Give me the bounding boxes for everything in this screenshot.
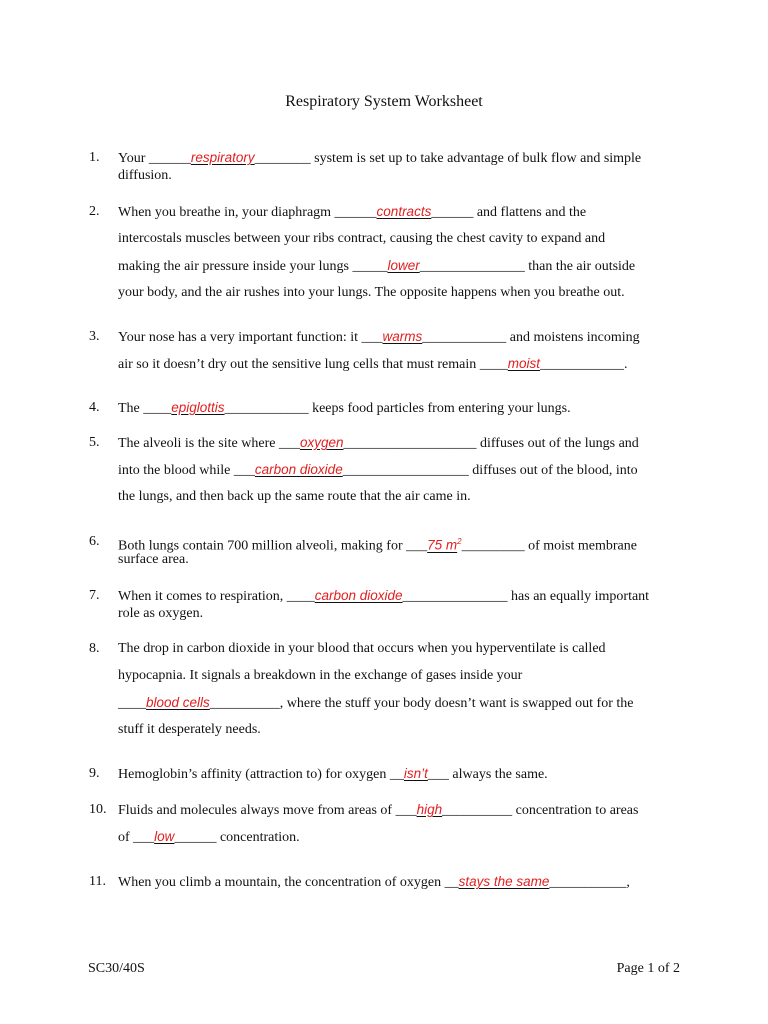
answer-blank: ___	[406, 538, 428, 554]
question-line	[118, 765, 548, 784]
prompt-text: of moist membrane	[524, 538, 637, 554]
filled-answer[interactable]: respiratory	[190, 150, 255, 165]
question-line: diffusion.	[118, 168, 172, 183]
filled-answer[interactable]: warms	[382, 329, 423, 344]
answer-blank: ____________	[422, 330, 507, 345]
prompt-text: The	[118, 401, 144, 416]
question-line	[118, 694, 634, 713]
answer-blank: _______________	[402, 589, 508, 604]
filled-answer[interactable]: oxygen	[299, 435, 344, 450]
answer-blank: __________	[209, 696, 280, 711]
answer-blank: ____	[118, 696, 146, 711]
question-line	[118, 828, 300, 847]
answer-blank: ________	[254, 151, 311, 166]
filled-answer[interactable]: epiglottis	[171, 400, 225, 415]
prompt-text: The alveoli is the site where	[118, 436, 279, 451]
answer-blank: _______________	[419, 259, 525, 274]
question-number: 8.	[89, 641, 100, 656]
question-line: your body, and the air rushes into your lungs. The opposite happens when you breathe out.	[118, 285, 625, 300]
prompt-text: Your nose has a very important function: it	[118, 330, 362, 345]
filled-answer[interactable]: 75 m	[427, 537, 458, 553]
filled-answer[interactable]: lower	[387, 258, 420, 273]
filled-answer[interactable]: carbon dioxide	[254, 462, 343, 477]
answer-blank: ___	[427, 767, 449, 782]
prompt-text: Both lungs contain 700 million alveoli, making for	[118, 538, 407, 554]
answer-blank: ___	[361, 330, 383, 345]
question-line	[118, 328, 640, 347]
prompt-text: diffuses out of the lungs and	[476, 436, 639, 451]
filled-answer[interactable]: carbon dioxide	[314, 588, 403, 603]
prompt-text: Fluids and molecules always move from areas of	[118, 803, 396, 818]
answer-blank: __________________	[342, 463, 469, 478]
answer-blank: ____	[286, 589, 315, 604]
prompt-text: keeps food particles from entering your lungs.	[308, 401, 571, 416]
answer-blank: ____________	[224, 401, 309, 416]
answer-blank: ___________________	[343, 436, 477, 451]
answer-blank: _________	[461, 538, 525, 554]
question-line: the lungs, and then back up the same route that the air came in.	[118, 489, 471, 504]
prompt-text: Hemoglobin’s affinity (attraction to) for oxygen	[118, 767, 390, 782]
question-number: 1.	[89, 150, 100, 165]
prompt-text: air so it doesn’t dry out the sensitive lung cells that must remain	[118, 357, 480, 372]
prompt-text: of	[118, 830, 134, 845]
answer-blank: __________	[442, 803, 513, 818]
prompt-text: , where the stuff your body doesn’t want is swapped out for the	[279, 696, 634, 711]
question-line: hypocapnia. It signals a breakdown in the exchange of gases inside your	[118, 668, 523, 683]
question-line	[118, 399, 571, 418]
prompt-text: concentration.	[216, 830, 300, 845]
answer-blank: ___	[278, 436, 300, 451]
question-number: 11.	[89, 874, 106, 889]
answer-blank: ___	[233, 463, 255, 478]
question-line	[118, 461, 638, 480]
answer-blank: ____	[143, 401, 172, 416]
prompt-text: diffuses out of the blood, into	[468, 463, 638, 478]
answer-blank: ___________	[549, 875, 627, 890]
prompt-text: always the same.	[448, 767, 548, 782]
filled-answer[interactable]: contracts	[376, 204, 432, 219]
page-number: Page 1 of 2	[616, 961, 680, 976]
prompt-text: making the air pressure inside your lungs	[118, 259, 353, 274]
prompt-text: and moistens incoming	[506, 330, 640, 345]
answer-blank: ___	[133, 830, 155, 845]
question-number: 10.	[89, 802, 107, 817]
question-number: 7.	[89, 588, 100, 603]
prompt-text: When you breathe in, your diaphragm	[118, 205, 335, 220]
prompt-text: When it comes to respiration,	[118, 589, 287, 604]
prompt-text: than the air outside	[524, 259, 636, 274]
answer-blank: ______	[334, 205, 377, 220]
answer-blank: ______	[174, 830, 217, 845]
prompt-text: When you climb a mountain, the concentration of oxygen	[118, 875, 445, 890]
filled-answer[interactable]: low	[154, 829, 175, 844]
answer-blank: __	[444, 875, 459, 890]
question-number: 2.	[89, 204, 100, 219]
prompt-text: concentration to areas	[512, 803, 639, 818]
question-line	[118, 801, 638, 820]
answer-blank: ______	[431, 205, 474, 220]
question-line: stuff it desperately needs.	[118, 722, 261, 737]
question-line	[118, 873, 630, 892]
answer-blank: ____	[479, 357, 508, 372]
prompt-text: .	[624, 357, 628, 372]
filled-answer[interactable]: moist	[507, 356, 541, 371]
question-number: 5.	[89, 435, 100, 450]
question-number: 9.	[89, 766, 100, 781]
question-line	[118, 587, 649, 606]
answer-blank: ___	[395, 803, 417, 818]
answer-blank: ____________	[540, 357, 625, 372]
filled-answer[interactable]: high	[416, 802, 443, 817]
question-line: role as oxygen.	[118, 606, 204, 621]
page-title: Respiratory System Worksheet	[285, 93, 483, 110]
question-number: 4.	[89, 400, 100, 415]
question-line: The drop in carbon dioxide in your blood that occurs when you hyperventilate is called	[118, 641, 606, 656]
prompt-text: into the blood while	[118, 463, 234, 478]
question-number: 6.	[89, 534, 100, 549]
question-line	[118, 203, 586, 222]
filled-answer[interactable]: blood cells	[146, 695, 210, 710]
question-line	[118, 533, 637, 556]
filled-answer[interactable]: stays the same	[458, 874, 550, 889]
prompt-text: Your	[118, 151, 149, 166]
question-line	[118, 149, 641, 168]
question-line: surface area.	[118, 552, 189, 567]
answer-blank: __	[389, 767, 404, 782]
prompt-text: ,	[626, 875, 630, 890]
filled-answer[interactable]: isn’t	[403, 766, 428, 781]
answer-blank: _____	[352, 259, 388, 274]
question-line	[118, 257, 635, 276]
prompt-text: and flattens and the	[473, 205, 587, 220]
question-line	[118, 434, 639, 453]
answer-blank: ______	[148, 151, 191, 166]
prompt-text: has an equally important	[507, 589, 650, 604]
question-line: intercostals muscles between your ribs contract, causing the chest cavity to expand and	[118, 231, 606, 246]
answer-superscript: 2	[457, 537, 462, 546]
prompt-text: system is set up to take advantage of bulk flow and simple	[310, 151, 642, 166]
question-line	[118, 355, 628, 374]
course-code: SC30/40S	[88, 961, 145, 976]
question-number: 3.	[89, 329, 100, 344]
